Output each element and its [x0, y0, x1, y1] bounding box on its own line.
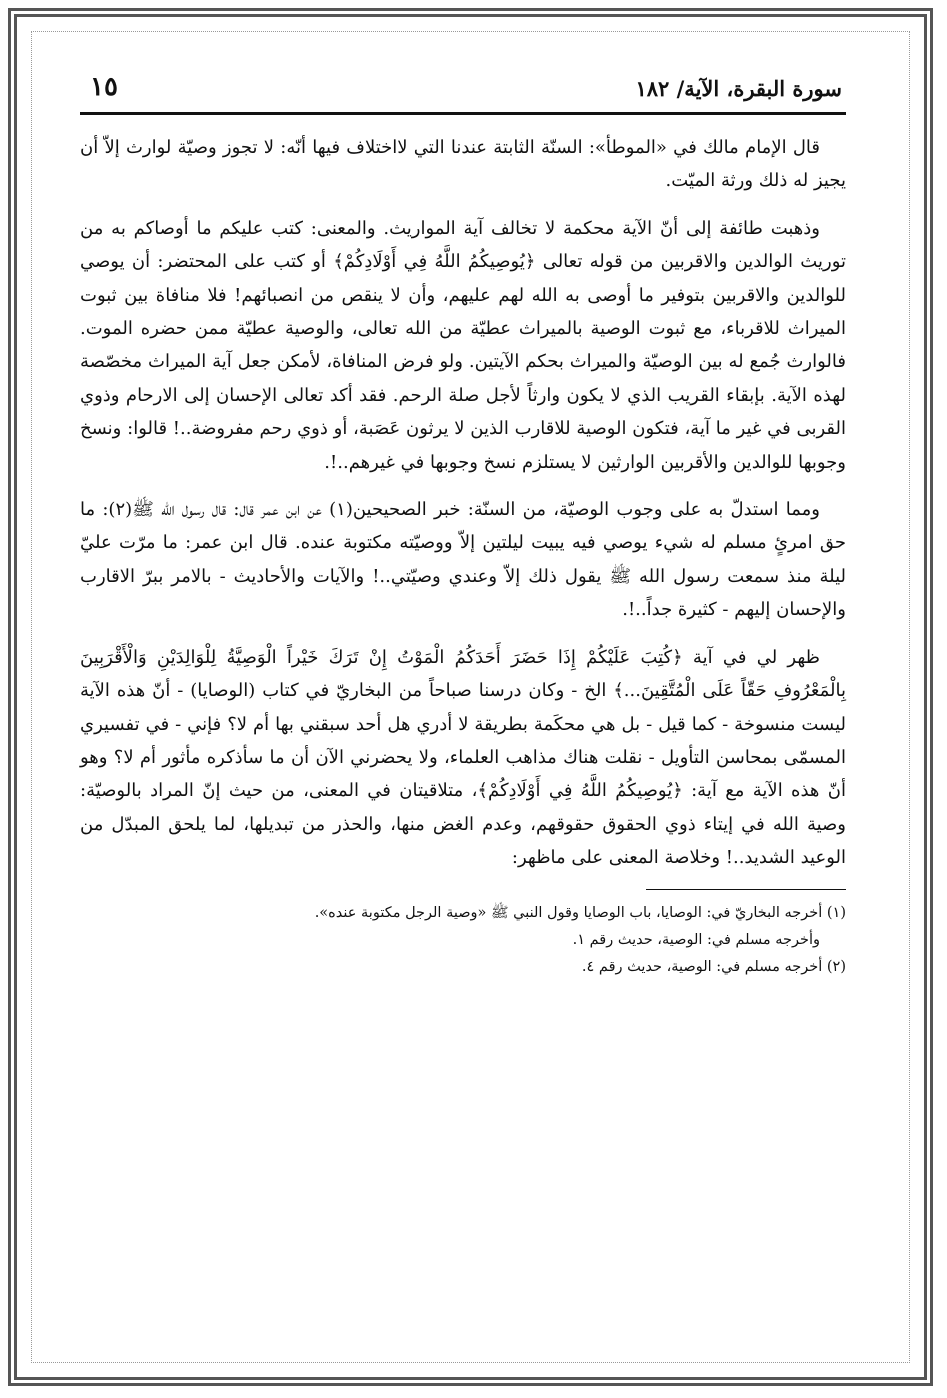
document-page — [80, 70, 846, 1310]
page-number: ١٥ — [90, 72, 118, 102]
footnote-separator-wrap — [80, 889, 846, 890]
paragraph: وذهبت طائفة إلى أنّ الآية محكمة لا تخالف آية المواريث. والمعنى: كتب عليكم ما أوصاكم به من توريث الوالدين والاقربين من قوله تعالى ﴿يُوصِيكُمُ اللَّهُ فِي أَوْلَادِكُمْ﴾ أو كتب على المحتضر: أن يوصي للوالدين والاقربين بتوفير ما أوصى به الله لهم عليهم، وأن لا ينقص من انصبائهم! فلا منافاة بين ثبوت الميراث للاقرباء، مع ثبوت الوصية بالميراث عطيّة من الله تعالى، والوصية عطيّة ممن حضره الموت. فالوارث جُمع له بين الوصيّة والميراث بحكم الآيتين. ولو فرض المنافاة، لأمكن جعل آية الميراث مخصّصة لهذه الآية. بإبقاء القريب الذي لا يكون وارثاً لأجل صلة الرحم. فقد أكد تعالى الإحسان إلى الارحام وذوي القربى في غير ما آية، فتكون الوصية للاقارب الذين لا يرثون عَصَبة، أو ذوي رحم مفروضة..! قالوا: ونسخ وجوبها للوالدين والأقربين الوارثين لا يستلزم نسخ وجوبها في غيرهم..!. — [80, 217, 846, 473]
main-text — [80, 131, 846, 875]
footnote: (١) أخرجه البخاريّ في: الوصايا، باب الوصايا وقول النبي ﷺ «وصية الرجل مكتوبة عنده». — [314, 904, 846, 921]
footnotes — [80, 900, 846, 981]
footnote-separator — [646, 889, 846, 890]
paragraph: قال الإمام مالك في «الموطأ»: السنّة الثابتة عندنا التي لااختلاف فيها أنّه: لا تجوز وصيّة لوارث إلاّ أن يجيز له ذلك ورثة الميّت. — [80, 137, 846, 192]
footnote: (٢) أخرجه مسلم في: الوصية، حديث رقم ٤. — [581, 958, 846, 975]
footnote: وأخرجه مسلم في: الوصية، حديث رقم ١. — [572, 931, 820, 948]
header-title: سورة البقرة، الآية/ ١٨٢ — [635, 76, 842, 101]
paragraph: ظهر لي في آية ﴿كُتِبَ عَلَيْكُمْ إِذَا حَضَرَ أَحَدَكُمُ الْمَوْتُ إِنْ تَرَكَ خَيْراً الْوَصِيَّةُ لِلْوَالِدَيْنِ وَالْأَقْرَبِينَ بِالْمَعْرُوفِ حَقّاً عَلَى الْمُتَّقِينَ...﴾ الخ - وكان درسنا صباحاً من البخاريّ في كتاب (الوصايا) - أنّ هذه الآية ليست منسوخة - كما قيل - بل هي محكَمة بطريقة لا أدري هل أحد سبقني بها أم لا؟ فإني - في تفسيري المسمّى بمحاسن التأويل - نقلت هناك مذاهب العلماء، ولا يحضرني الآن أن ما سأذكره مأثور أم لا؟ وهو أنّ هذه الآية مع آية: ﴿يُوصِيكُمُ اللَّهُ فِي أَوْلَادِكُمْ﴾، متلاقيتان في المعنى، من حيث إنّ المراد بالوصيّة: وصية الله في إيتاء ذوي الحقوق حقوقهم، وعدم الغض منها، والحذر من تبديلها، لما يلحق المبدّل من الوعيد الشديد..! وخلاصة المعنى على ماظهر: — [80, 646, 846, 869]
running-header — [80, 70, 846, 115]
paragraph: ومما استدلّ به على وجوب الوصيّة، من السنّة: خبر الصحيحين(١) عن ابن عمر قال: قال رسول الله ﷺ(٢): ما حق امرئٍ مسلم له شيء يوصي فيه يبيت ليلتين إلاّ ووصيّته مكتوبة عنده. قال ابن عمر: ما مرّت عليّ ليلة منذ سمعت رسول الله ﷺ يقول ذلك إلاّ وعندي وصيّتي..! والآيات والأحاديث - بالامر ببرّ الاقارب والإحسان إليهم - كثيرة جداً..!. — [80, 499, 846, 621]
